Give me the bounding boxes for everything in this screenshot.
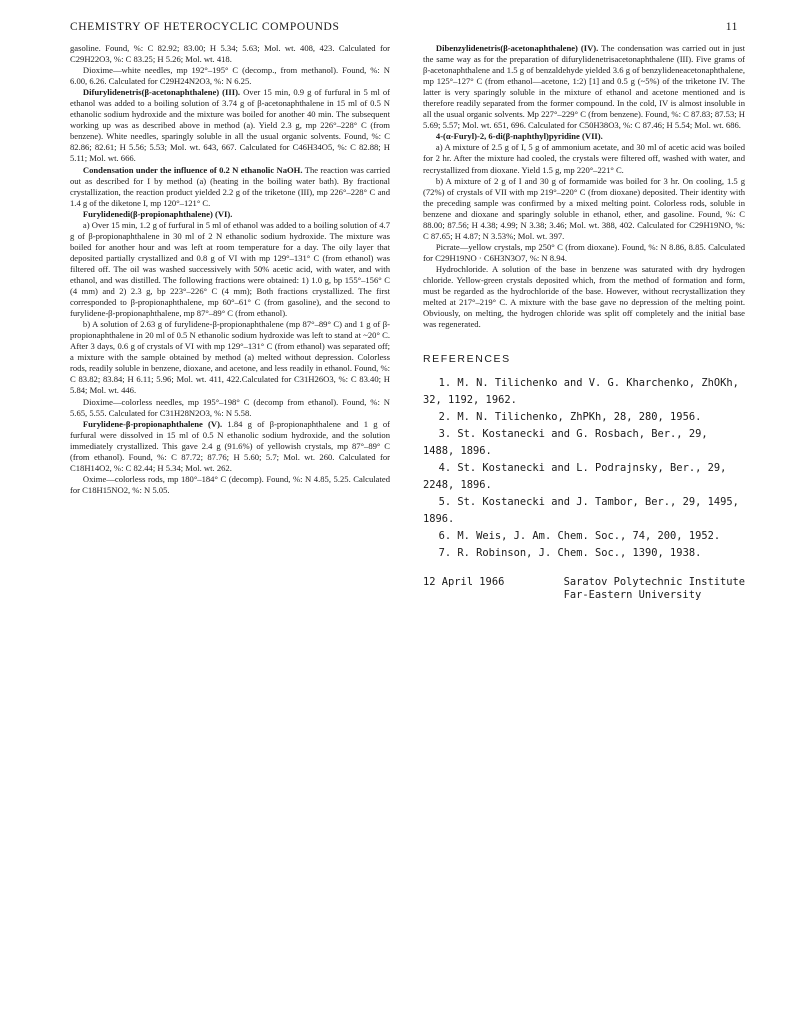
paragraph-body: Over 15 min, 0.9 g of furfural in 5 ml of ethanol was added to a boiling solution of 3.74 g of β-acetonaphthalene in 15 ml of 0.5 N ethanolic sodium hydroxide and the mixture was boiled for another 40 min. The subsequent working up was as described above in method (a). Yield 2.3 g, mp 226°–228° C (from benzene). White needles, sparingly soluble in all the usual organic solvents. Found, %: C 82.86; 82.61; H 5.56; 5.53; Mol. wt. 643, 667. Calculated for C46H34O5, %: C 82.88; H 5.11; Mol. wt. 666. xyxy=(70,87,390,164)
affiliation xyxy=(564,576,745,602)
references-list xyxy=(423,375,745,562)
reference-item: 4. St. Kostanecki and L. Podrajnsky, Ber., 29, 2248, 1896. xyxy=(423,462,727,492)
paragraph: b) A mixture of 2 g of I and 30 g of formamide was boiled for 3 hr. On cooling, 1.5 g (72%) of crystals of VII with mp 219°–220° C (from dioxane) deposited. Their identity with the preceding sample was confirmed by a mixed melting point. Colorless rods, soluble in benzene and dioxane and sparingly soluble in ethanol, ether, and gasoline. Found, %: C 88.00; 87.56; H 4.38; 4.99; N 3.38; 3.46; Mol. wt. 388, 402. Calculated for C29H19NO, %: C 87.65; H 4.87; N 3.53%; Mol. wt. 397. xyxy=(423,175,745,241)
paragraph: Oxime—colorless rods, mp 180°–184° C (decomp). Found, %: N 4.85, 5.25. Calculated for C18H15NO2, %: N 5.05. xyxy=(70,473,390,495)
affiliation-line: Saratov Polytechnic Institute xyxy=(563,576,745,589)
running-header xyxy=(70,21,738,33)
paragraph: b) A solution of 2.63 g of furylidene-β-propionaphthalene (mp 87°–89° C) and 1 g of β-propionaphthalene in 20 ml of 0.5 N ethanolic sodium hydroxide was left to stand at ~20° C. After 3 days, 0.6 g of crystals of VI with mp 129°–131° C (from ethanol) was separated off; a mixture with the sample obtained by method (a) melted without depression. Colorless rods, readily soluble in benzene, dioxane, and acetone, and less readily in ethanol. Found, %: C 83.82; 83.84; H 6.11; 5.96; Mol. wt. 411, 422.Calculated for C31H26O3, %: C 83.40; H 5.84; Mol. wt. 446. xyxy=(70,319,390,396)
compound-heading: 4-(α-Furyl)-2, 6-di(β-naphthyl)pyridine (VII). xyxy=(435,131,603,142)
paragraph-body: The reaction was carried out as described for I by method (a) (heating in the boiling water bath). By fractional crystallization, the reaction product yielded 2.2 g of the triketone (III), mp 226°–228° C and 1.4 g of the diketone I, mp 120°–121° C. xyxy=(70,164,391,208)
journal-title: CHEMISTRY OF HETEROCYCLIC COMPOUNDS xyxy=(70,21,340,33)
compound-heading: Furylidenedi(β-propionaphthalene) (VI). xyxy=(82,208,233,219)
reference-item: 5. St. Kostanecki and J. Tambor, Ber., 29, 1495, 1896. xyxy=(423,496,739,526)
paragraph: gasoline. Found, %: C 82.92; 83.00; H 5.34; 5.63; Mol. wt. 408, 423. Calculated for C29H22O3, %: C 83.25; H 5.26; Mol. wt. 418. xyxy=(70,43,390,65)
reference-item: 3. St. Kostanecki and G. Rosbach, Ber., 29, 1488, 1896. xyxy=(423,428,708,458)
right-column xyxy=(423,43,745,602)
left-column xyxy=(70,43,390,496)
reference-item: 6. M. Weis, J. Am. Chem. Soc., 74, 200, 1952. xyxy=(438,530,721,543)
paragraph xyxy=(70,87,390,164)
paragraph: Dioxime—colorless needles, mp 195°–198° C (decomp from ethanol). Found, %: N 5.65, 5.55. Calculated for C31H28N2O3, %: N 5.58. xyxy=(70,396,390,418)
paragraph: Picrate—yellow crystals, mp 250° C (from dioxane). Found, %: N 8.86, 8.85. Calculated for C29H19NO · C6H3N3O7, %: N 8.94. xyxy=(423,241,745,263)
paragraph: Hydrochloride. A solution of the base in benzene was saturated with dry hydrogen chloride. Yellow-green crystals deposited which, from the method of formation and form, must be regarded as the hydrochloride of the base. However, without recrystallization they melted at 217°–219° C. A mixture with the base gave no depression of the melting point. Obviously, on melting, the hydrogen chloride was split off completely and the initial base was regenerated. xyxy=(423,263,745,330)
paragraph xyxy=(423,43,745,131)
section-heading: Condensation under the influence of 0.2 N ethanolic NaOH. xyxy=(82,164,303,175)
paragraph-body: The condensation was carried out in just the same way as for the preparation of difurylidenetrisacetonaphthalene (III). Five grams of β-acetonaphthalene and 1.5 g of benzaldehyde yielded 3.6 g of benzylideneacetonaphthalene, mp 125°–127° C (from ethanol—acetone, 1:2) [1] and 0.5 g (~5%) of the triketone IV. The latter is very sparingly soluble in the mixture of ethanol and acetone mentioned and is therefore readily separated from the former compound. In the cold, IV is almost insoluble in all the usual organic solvents. Mp 227°–229° C (from benzene). Found, %: C 87.83; 87.53; H 5.69; 5.57; Mol. wt. 651, 696. Calculated for C50H38O3, %: C 87.46; H 5.54; Mol. wt. 686. xyxy=(423,43,745,131)
paragraph: a) A mixture of 2.5 g of I, 5 g of ammonium acetate, and 30 ml of acetic acid was boiled for 2 hr. After the mixture had cooled, the crystals were filtered off, washed with water, and recrystallized from dioxane. Yield 1.5 g, mp 220°–221° C. xyxy=(423,142,745,175)
compound-heading: Dibenzylidenetris(β-acetonaphthalene) (IV). xyxy=(435,43,599,53)
received-footer xyxy=(423,576,745,602)
paragraph xyxy=(70,165,390,209)
references-heading: REFERENCES xyxy=(423,353,511,366)
affiliation-line: Far-Eastern University xyxy=(563,589,702,602)
reference-item: 2. M. N. Tilichenko, ZhPKh, 28, 280, 1956. xyxy=(438,411,702,424)
paragraph xyxy=(70,419,390,474)
page-number: 11 xyxy=(725,21,738,33)
compound-heading: Furylidene-β-propionaphthalene (V). xyxy=(82,418,223,429)
paragraph: Dioxime—white needles, mp 192°–195° C (decomp., from methanol). Found, %: N 6.00, 6.26. Calculated for C29H24N2O3, %: N 6.25. xyxy=(70,65,390,87)
reference-item: 7. R. Robinson, J. Chem. Soc., 1390, 1938. xyxy=(438,547,702,560)
paragraph: a) Over 15 min, 1.2 g of furfural in 5 ml of ethanol was added to a boiling solution of 4.7 g of β-propionaphthalene in 30 ml of 2 N ethanolic sodium hydroxide. The mixture was boiled for another hour and was left at room temperature for a day. The oily layer that deposited partially crystallized and 0.8 g of VI with mp 129°–131° C (from ethanol) was filtered off. The oil was washed successively with 50% acetic acid, with water, and with ethanol, and was distilled. The following fractions were obtained: 1) 1.0 g, bp 155°–156° C (4 mm) and 2) 2.3 g, bp 223°–226° C (4 mm); Both fractions crystallized. The first corresponded to β-propionaphthalene, mp 60°–61° C (from gasoline), and the second to furylidene-β-propionaphthalene, mp 87°–89° C (from ethanol). xyxy=(70,219,390,319)
compound-heading: Difurylidenetris(β-acetonaphthalene) (III). xyxy=(82,87,241,98)
paragraph-body: 1.84 g of β-propionaphthalene and 1 g of furfural were dissolved in 15 ml of 0.5 N ethanolic sodium hydroxide, and the solution immediately crystallized. This gave 2.4 g (91.6%) of yellowish crystals, mp 87°–89° C (from ethanol). Found, %: C 87.72; 87.76; H 5.60; 5.7; Mol. wt. 260. Calculated for C18H14O2, %: C 82.44; H 5.34; Mol. wt. 262. xyxy=(70,418,390,473)
received-date: 12 April 1966 xyxy=(423,576,505,589)
reference-item: 1. M. N. Tilichenko and V. G. Kharchenko, ZhOKh, 32, 1192, 1962. xyxy=(423,377,739,407)
